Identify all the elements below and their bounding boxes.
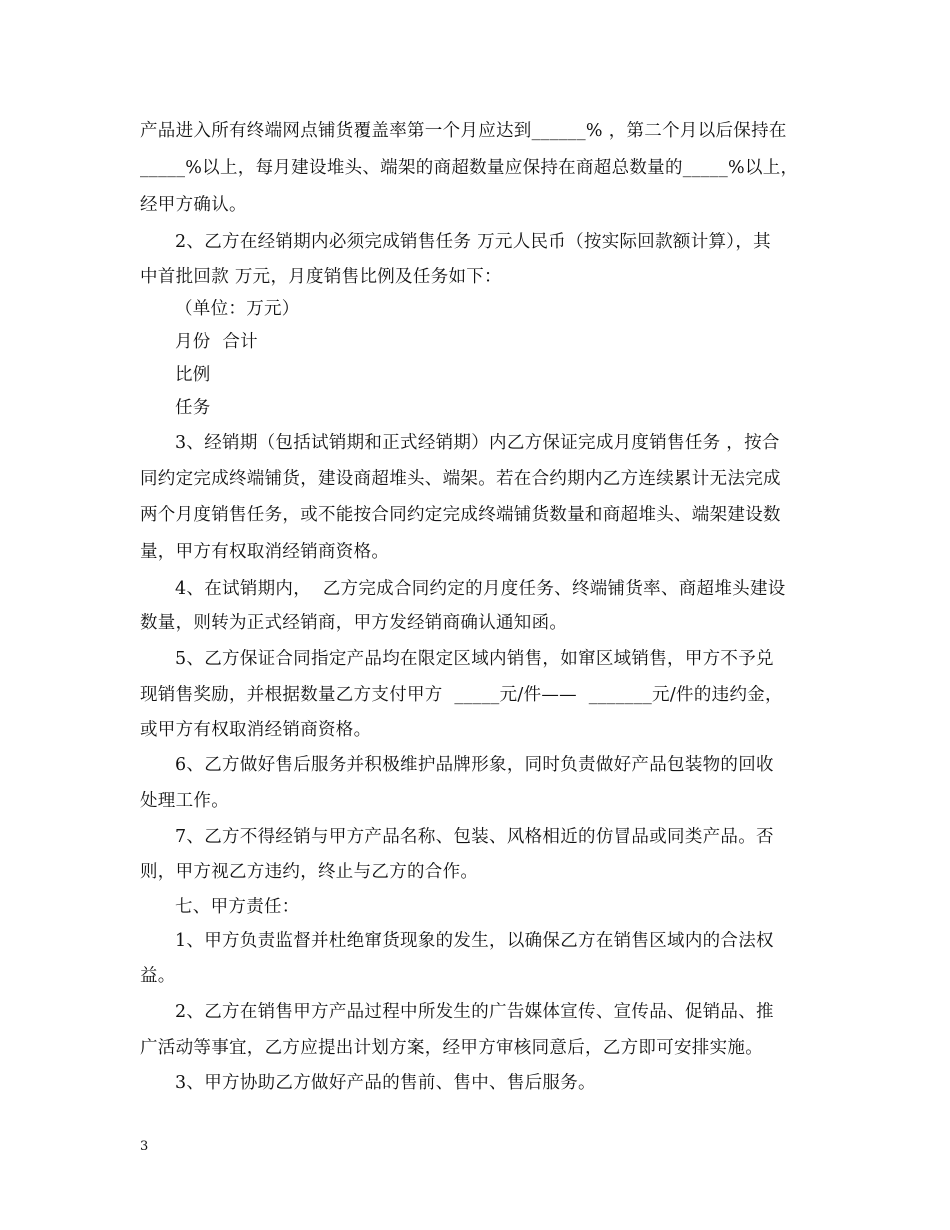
body-line: 2、乙方在销售甲方产品过程中所发生的广告媒体宣传、宣传品、促销品、推 [175,1002,774,1022]
body-line: 月份 合计 [175,332,258,352]
body-line: 任务 [175,398,211,418]
body-line: 3、经销期（包括试销期和正式经销期）内乙方保证完成月度销售任务 ，按合 [175,433,780,453]
body-line: 处理工作。 [140,791,229,811]
body-line: 1、甲方负责监督并杜绝窜货现象的发生，以确保乙方在销售区域内的合法权 [175,931,774,951]
body-line: 2、乙方在经销期内必须完成销售任务 万元人民币（按实际回款额计算），其 [175,232,771,252]
body-line: _____%以上，每月建设堆头、端架的商超数量应保持在商超总数量的_____%以上， [140,158,799,178]
body-line: 则，甲方视乙方违约，终止与乙方的合作。 [140,862,479,882]
body-line: 现销售奖励，并根据数量乙方支付甲方 _____元/件—— _______元/件的违约金， [140,685,783,705]
body-line: 同约定完成终端铺货，建设商超堆头、端架。若在合约期内乙方连续累计无法完成 [140,469,781,489]
body-line: 比例 [175,365,211,385]
body-line: 益。 [140,966,176,986]
body-line: 广活动等事宜，乙方应提出计划方案，经甲方审核同意后，乙方即可安排实施。 [140,1038,763,1058]
body-line: 两个月度销售任务，或不能按合同约定完成终端铺货数量和商超堆头、端架建设数 [140,505,781,525]
body-line: 6、乙方做好售后服务并积极维护品牌形象，同时负责做好产品包装物的回收 [175,755,774,775]
body-line: 中首批回款 万元，月度销售比例及任务如下： [140,267,502,287]
page-number: 3 [140,1139,149,1154]
body-line: 4、在试销期内， 乙方完成合同约定的月度任务、终端铺货率、商超堆头建设 [175,579,786,599]
body-line: 量，甲方有权取消经销商资格。 [140,542,390,562]
body-line: 数量，则转为正式经销商，甲方发经销商确认通知函。 [140,613,568,633]
body-line: 经甲方确认。 [140,195,247,215]
body-line: 5、乙方保证合同指定产品均在限定区域内销售，如窜区域销售，甲方不予兑 [175,649,774,669]
body-line: 7、乙方不得经销与甲方产品名称、包装、风格相近的仿冒品或同类产品。否 [175,827,774,847]
body-line: 或甲方有权取消经销商资格。 [140,720,372,740]
body-line: 3、甲方协助乙方做好产品的售前、售中、售后服务。 [175,1073,596,1093]
section-heading: 七、甲方责任： [175,897,300,917]
body-line: 产品进入所有终端网点铺货覆盖率第一个月应达到______% ，第二个月以后保持在 [140,121,787,141]
body-line: （单位：万元） [175,299,300,319]
